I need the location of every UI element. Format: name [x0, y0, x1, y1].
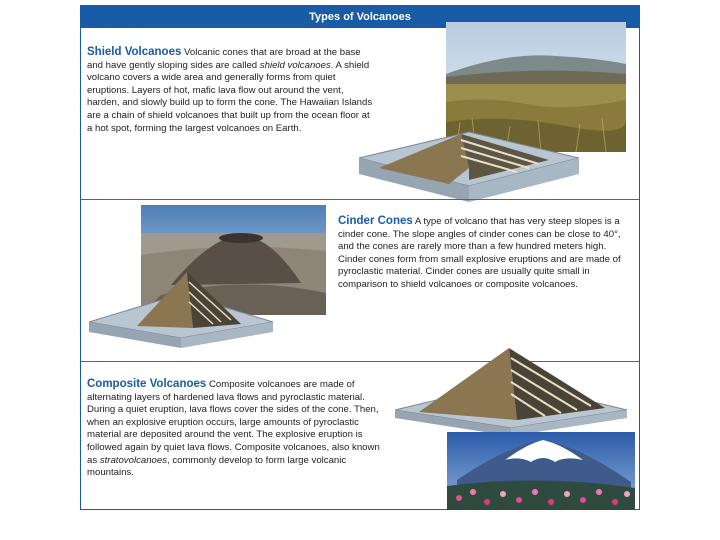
term-stratovolcanoes: stratovolcanoes — [99, 454, 168, 466]
cinder-cones-text: Cinder Cones A type of volcano that has very steep slopes is a cinder cone. The slope angles of cinder cones can be close to 40°, and the cones are rarely more than a few hundred meters high. Cinder cones form from small explosive eruptions and are made of pyroclastic material. Cinder cones are usually quite small in comparison to shield volcanoes or composite volcanoes. — [338, 215, 621, 290]
composite-volcanoes-heading: Composite Volcanoes — [87, 378, 207, 390]
cinder-cones-heading: Cinder Cones — [338, 215, 413, 227]
panel-title: Types of Volcanoes — [81, 6, 639, 28]
cinder-cone-diagram — [81, 268, 281, 350]
section-divider-1 — [81, 199, 639, 200]
shield-volcanoes-heading: Shield Volcanoes — [87, 46, 182, 58]
volcano-panel — [80, 5, 640, 510]
composite-volcano-diagram — [391, 346, 631, 436]
shield-volcano-diagram — [349, 128, 589, 204]
composite-volcano-photo — [447, 432, 635, 510]
composite-volcanoes-text: Composite Volcanoes Composite volcanoes are made of alternating layers of hardened lava flows and pyroclastic material. During a quiet eruption, lava flows cover the sides of the cone. Then, when an explosive eruption occurs, large amounts of pyroclastic material are deposited around the vent. The explosive eruption is followed again by quiet lava flows. Composite volcanoes, also known as stratovolcanoes, commonly develop to form large volcanic mountains. — [87, 378, 380, 479]
shield-volcanoes-text: Shield Volcanoes Volcanic cones that are broad at the base and have gently sloping sides are called shield volcanoes. A shield volcano covers a wide area and generally forms from quiet eruptions. Layers of hot, mafic lava flow out around the vent, harden, and slowly build up to form the cone. The Hawaiian Islands are a chain of shield volcanoes that built up from the ocean floor at a hot spot, forming the largest volcanoes on Earth. — [87, 46, 373, 134]
term-shield-volcanoes: shield volcanoes — [259, 59, 331, 71]
